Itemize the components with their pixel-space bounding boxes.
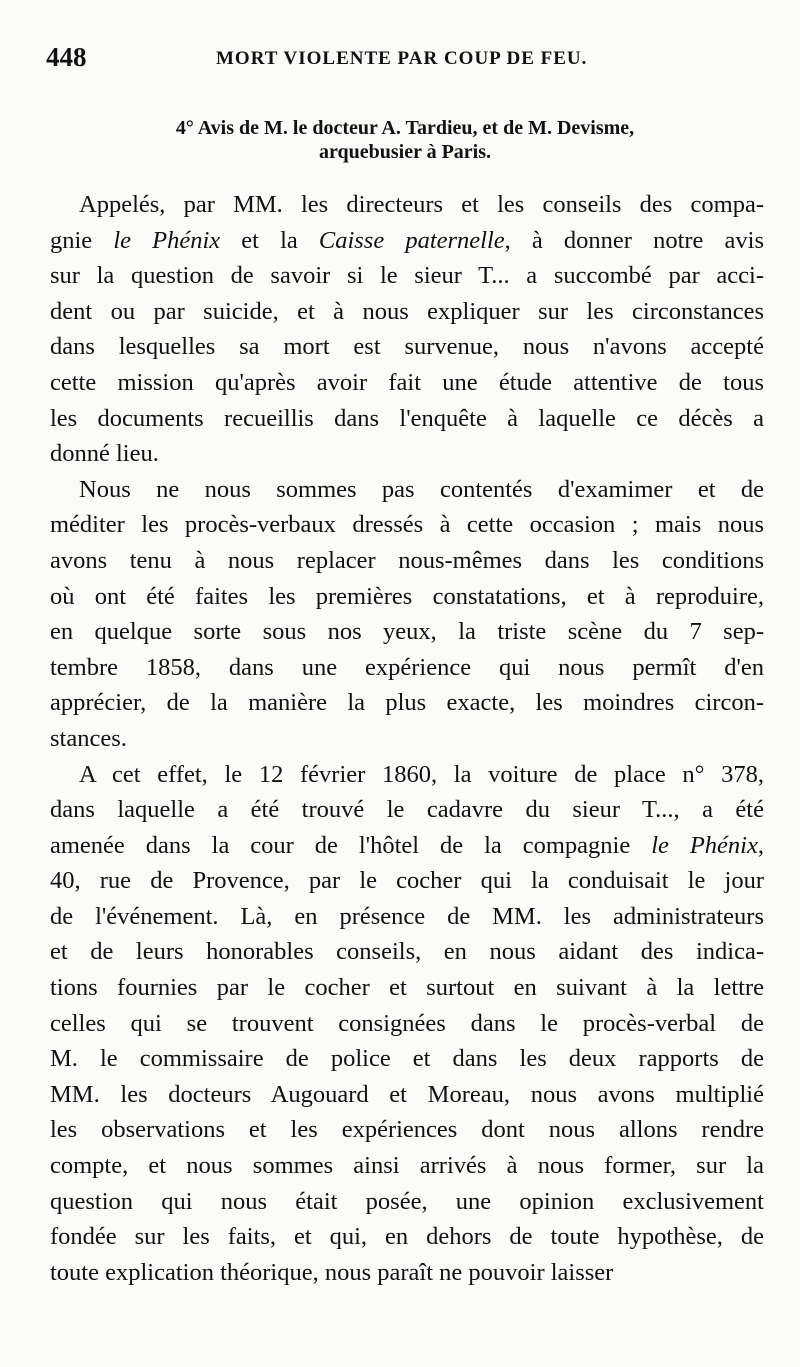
- text-line: tions fournies par le cocher et surtout en suivant à la lettre: [50, 974, 764, 1002]
- text-line: cette mission qu'après avoir fait une étude attentive de tous: [50, 368, 764, 396]
- text-line: celles qui se trouvent consignées dans le procès-verbal de: [50, 1009, 764, 1037]
- text-line: stances.: [50, 724, 127, 752]
- text-line: sur la question de savoir si le sieur T... a succombé par acci-: [50, 262, 764, 290]
- text-line: en quelque sorte sous nos yeux, la triste scène du 7 sep-: [50, 618, 764, 646]
- text-line: les documents recueillis dans l'enquête à laquelle ce décès a: [50, 404, 764, 432]
- text-line: où ont été faites les premières constatations, et à reproduire,: [50, 582, 764, 610]
- text-line: apprécier, de la manière la plus exacte, les moindres circon-: [50, 689, 764, 717]
- paragraph: [50, 472, 764, 757]
- page-number: 448: [46, 42, 87, 72]
- text-line: dent ou par suicide, et à nous expliquer sur les circonstances: [50, 297, 764, 325]
- body-text: [50, 187, 764, 1290]
- text-line: et de leurs honorables conseils, en nous aidant des indica-: [50, 938, 764, 966]
- text-line: donné lieu.: [50, 440, 159, 468]
- text-line: Appelés, par MM. les directeurs et les conseils des compa-: [79, 191, 764, 218]
- text-line: toute explication théorique, nous paraît ne pouvoir laisser: [50, 1258, 614, 1286]
- running-title: MORT VIOLENTE PAR COUP DE FEU.: [216, 48, 588, 69]
- section-heading: [60, 116, 750, 164]
- paragraph: [50, 187, 764, 472]
- text-line: gnie le Phénix et la Caisse paternelle, à donner notre avis: [50, 226, 764, 254]
- text-line: A cet effet, le 12 février 1860, la voiture de place n° 378,: [79, 760, 764, 788]
- text-line: dans laquelle a été trouvé le cadavre du sieur T..., a été: [50, 796, 764, 824]
- text-line: 40, rue de Provence, par le cocher qui la conduisait le jour: [50, 867, 764, 895]
- text-line: compte, et nous sommes ainsi arrivés à nous former, sur la: [50, 1152, 764, 1180]
- text-line: amenée dans la cour de l'hôtel de la compagnie le Phénix,: [50, 831, 764, 859]
- section-heading-line-2: arquebusier à Paris.: [318, 141, 492, 163]
- text-line: tembre 1858, dans une expérience qui nous permît d'en: [50, 653, 764, 681]
- text-line: MM. les docteurs Augouard et Moreau, nous avons multiplié: [50, 1080, 764, 1108]
- text-line: dans lesquelles sa mort est survenue, nous n'avons accepté: [50, 333, 764, 361]
- text-line: de l'événement. Là, en présence de MM. les administrateurs: [50, 902, 764, 930]
- text-line: fondée sur les faits, et qui, en dehors de toute hypothèse, de: [50, 1223, 764, 1251]
- section-heading-line-1: 4° Avis de M. le docteur A. Tardieu, et de M. Devisme,: [175, 117, 635, 139]
- text-line: avons tenu à nous replacer nous-mêmes dans les conditions: [50, 546, 764, 574]
- running-head: [46, 42, 756, 76]
- text-line: les observations et les expériences dont nous allons rendre: [50, 1116, 764, 1144]
- text-line: M. le commissaire de police et dans les deux rapports de: [50, 1045, 764, 1073]
- text-line: méditer les procès-verbaux dressés à cette occasion ; mais nous: [50, 511, 764, 539]
- text-line: Nous ne nous sommes pas contentés d'examimer et de: [79, 475, 764, 503]
- paragraph: [50, 757, 764, 1291]
- text-line: question qui nous était posée, une opinion exclusivement: [50, 1187, 764, 1215]
